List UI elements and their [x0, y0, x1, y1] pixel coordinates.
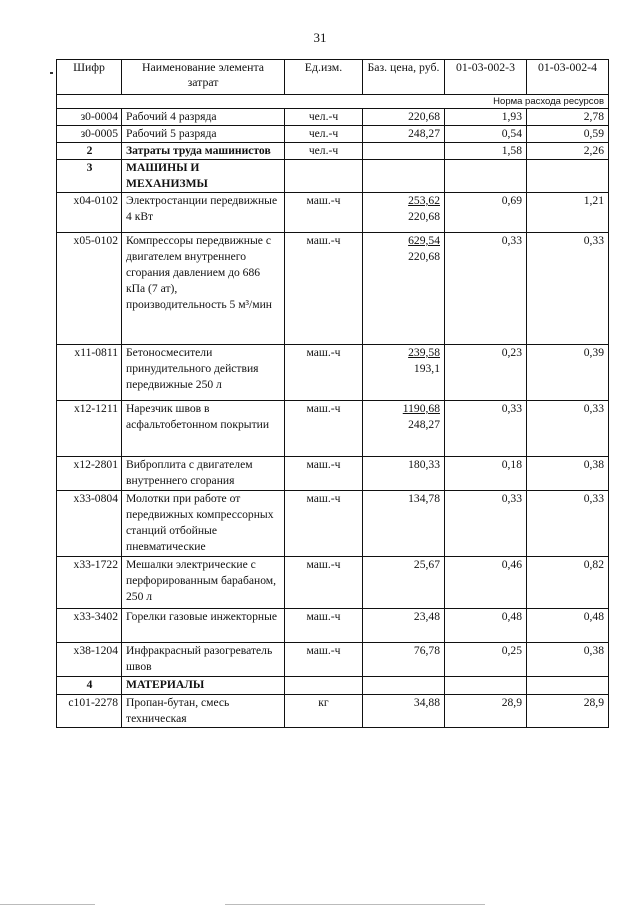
cell-code: х05-0102	[57, 233, 122, 345]
cell-price: 248,27	[363, 126, 445, 143]
cell-name: Бетоносмесители принудительного действия передвижные 250 л	[122, 345, 285, 401]
cell-unit: чел.-ч	[285, 126, 363, 143]
cell-unit: кг	[285, 695, 363, 728]
cell-norm-2: 0,82	[527, 557, 609, 609]
cell-unit	[285, 160, 363, 193]
table-row	[57, 557, 609, 609]
cell-norm-1: 1,93	[445, 109, 527, 126]
page-number: 31	[313, 30, 327, 45]
cell-norm-1: 28,9	[445, 695, 527, 728]
cell-price	[363, 143, 445, 160]
cell-code: с101-2278	[57, 695, 122, 728]
cell-name: Компрессоры передвижные с двигателем внутреннего сгорания давлением до 686 кПа (7 ат), производительность 5 м³/мин	[122, 233, 285, 345]
cell-norm-1	[445, 160, 527, 193]
cell-name: Молотки при работе от передвижных компрессорных станций отбойные пневматические	[122, 491, 285, 557]
cell-norm-1: 0,48	[445, 609, 527, 643]
cell-unit: маш.-ч	[285, 193, 363, 233]
cell-unit: маш.-ч	[285, 401, 363, 457]
cell-unit: маш.-ч	[285, 609, 363, 643]
cell-price: 220,68	[363, 109, 445, 126]
cell-norm-2: 0,38	[527, 643, 609, 677]
cell-unit: маш.-ч	[285, 557, 363, 609]
cell-code: х33-1722	[57, 557, 122, 609]
cell-norm-2: 1,21	[527, 193, 609, 233]
cell-norm-1: 0,33	[445, 233, 527, 345]
cell-name: Горелки газовые инжекторные	[122, 609, 285, 643]
table-row	[57, 143, 609, 160]
cell-code: з0-0005	[57, 126, 122, 143]
table-row	[57, 126, 609, 143]
cell-norm-2: 0,59	[527, 126, 609, 143]
header-name: Наименование элемента затрат	[122, 60, 285, 95]
resource-norms-table	[56, 59, 609, 728]
price-base: 248,27	[408, 418, 440, 431]
cell-norm-2	[527, 677, 609, 695]
cell-price	[363, 193, 445, 233]
price-current: 629,54	[408, 234, 440, 247]
cell-price: 25,67	[363, 557, 445, 609]
price-current: 253,62	[408, 194, 440, 207]
table-row	[57, 643, 609, 677]
price-base: 193,1	[413, 362, 440, 375]
cell-name: Виброплита с двигателем внутреннего сгорания	[122, 457, 285, 491]
cell-norm-2: 0,33	[527, 401, 609, 457]
table-row	[57, 233, 609, 345]
cell-name: Электростанции передвижные 4 кВт	[122, 193, 285, 233]
price-base: 220,68	[408, 210, 440, 223]
table-row	[57, 109, 609, 126]
cell-code: х11-0811	[57, 345, 122, 401]
table-row	[57, 401, 609, 457]
cell-norm-1: 0,18	[445, 457, 527, 491]
table-row	[57, 695, 609, 728]
cell-unit: маш.-ч	[285, 643, 363, 677]
cell-name: МАШИНЫ И МЕХАНИЗМЫ	[122, 160, 285, 193]
cell-unit: маш.-ч	[285, 457, 363, 491]
cell-name: Рабочий 4 разряда	[122, 109, 285, 126]
norm-row	[57, 95, 609, 109]
cell-norm-1: 0,33	[445, 401, 527, 457]
cell-name: Инфракрасный разогреватель швов	[122, 643, 285, 677]
price-current: 239,58	[408, 346, 440, 359]
cell-norm-1: 0,23	[445, 345, 527, 401]
cell-price: 34,88	[363, 695, 445, 728]
table-row	[57, 491, 609, 557]
cell-unit: чел.-ч	[285, 109, 363, 126]
cell-norm-2: 28,9	[527, 695, 609, 728]
cell-price	[363, 401, 445, 457]
cell-code: 3	[57, 160, 122, 193]
table-row	[57, 677, 609, 695]
header-code: Шифр	[57, 60, 122, 95]
cell-name: МАТЕРИАЛЫ	[122, 677, 285, 695]
cell-norm-2: 0,33	[527, 233, 609, 345]
cell-code: 2	[57, 143, 122, 160]
table-body	[57, 109, 609, 728]
norm-label: Норма расхода ресурсов	[493, 96, 604, 107]
cell-norm-2	[527, 160, 609, 193]
header-unit: Ед.изм.	[285, 60, 363, 95]
cell-unit: маш.-ч	[285, 345, 363, 401]
cell-code: х33-3402	[57, 609, 122, 643]
scan-mark	[50, 72, 53, 74]
cell-name: Рабочий 5 разряда	[122, 126, 285, 143]
cell-norm-1: 0,46	[445, 557, 527, 609]
cell-code: з0-0004	[57, 109, 122, 126]
cell-price	[363, 677, 445, 695]
cell-code: х38-1204	[57, 643, 122, 677]
cell-norm-1: 0,54	[445, 126, 527, 143]
cell-name: Затраты труда машинистов	[122, 143, 285, 160]
cell-price: 76,78	[363, 643, 445, 677]
cell-unit: чел.-ч	[285, 143, 363, 160]
cell-norm-1: 1,58	[445, 143, 527, 160]
cell-unit	[285, 677, 363, 695]
cell-name: Мешалки электрические с перфорированным барабаном, 250 л	[122, 557, 285, 609]
cell-name: Нарезчик швов в асфальтобетонном покрытии	[122, 401, 285, 457]
cell-norm-2: 0,38	[527, 457, 609, 491]
cell-unit: маш.-ч	[285, 233, 363, 345]
cell-price: 134,78	[363, 491, 445, 557]
table-row	[57, 160, 609, 193]
header-col2: 01-03-002-4	[527, 60, 609, 95]
cell-norm-1: 0,25	[445, 643, 527, 677]
cell-code: х12-1211	[57, 401, 122, 457]
cell-norm-2: 0,48	[527, 609, 609, 643]
cell-code: 4	[57, 677, 122, 695]
table-row	[57, 609, 609, 643]
price-current: 1190,68	[402, 402, 440, 415]
table-row	[57, 193, 609, 233]
cell-norm-1: 0,33	[445, 491, 527, 557]
cell-norm-2: 2,78	[527, 109, 609, 126]
table-row	[57, 457, 609, 491]
cell-code: х04-0102	[57, 193, 122, 233]
cell-norm-1	[445, 677, 527, 695]
table-header	[57, 60, 609, 109]
cell-price	[363, 160, 445, 193]
cell-code: х12-2801	[57, 457, 122, 491]
header-price: Баз. цена, руб.	[363, 60, 445, 95]
price-base: 220,68	[408, 250, 440, 263]
cell-code: х33-0804	[57, 491, 122, 557]
cell-norm-2: 2,26	[527, 143, 609, 160]
cell-name: Пропан-бутан, смесь техническая	[122, 695, 285, 728]
cell-price	[363, 233, 445, 345]
cell-price	[363, 345, 445, 401]
cell-unit: маш.-ч	[285, 491, 363, 557]
table-row	[57, 345, 609, 401]
cell-norm-2: 0,33	[527, 491, 609, 557]
cell-price: 23,48	[363, 609, 445, 643]
cell-price: 180,33	[363, 457, 445, 491]
cell-norm-1: 0,69	[445, 193, 527, 233]
header-col1: 01-03-002-3	[445, 60, 527, 95]
cell-norm-2: 0,39	[527, 345, 609, 401]
